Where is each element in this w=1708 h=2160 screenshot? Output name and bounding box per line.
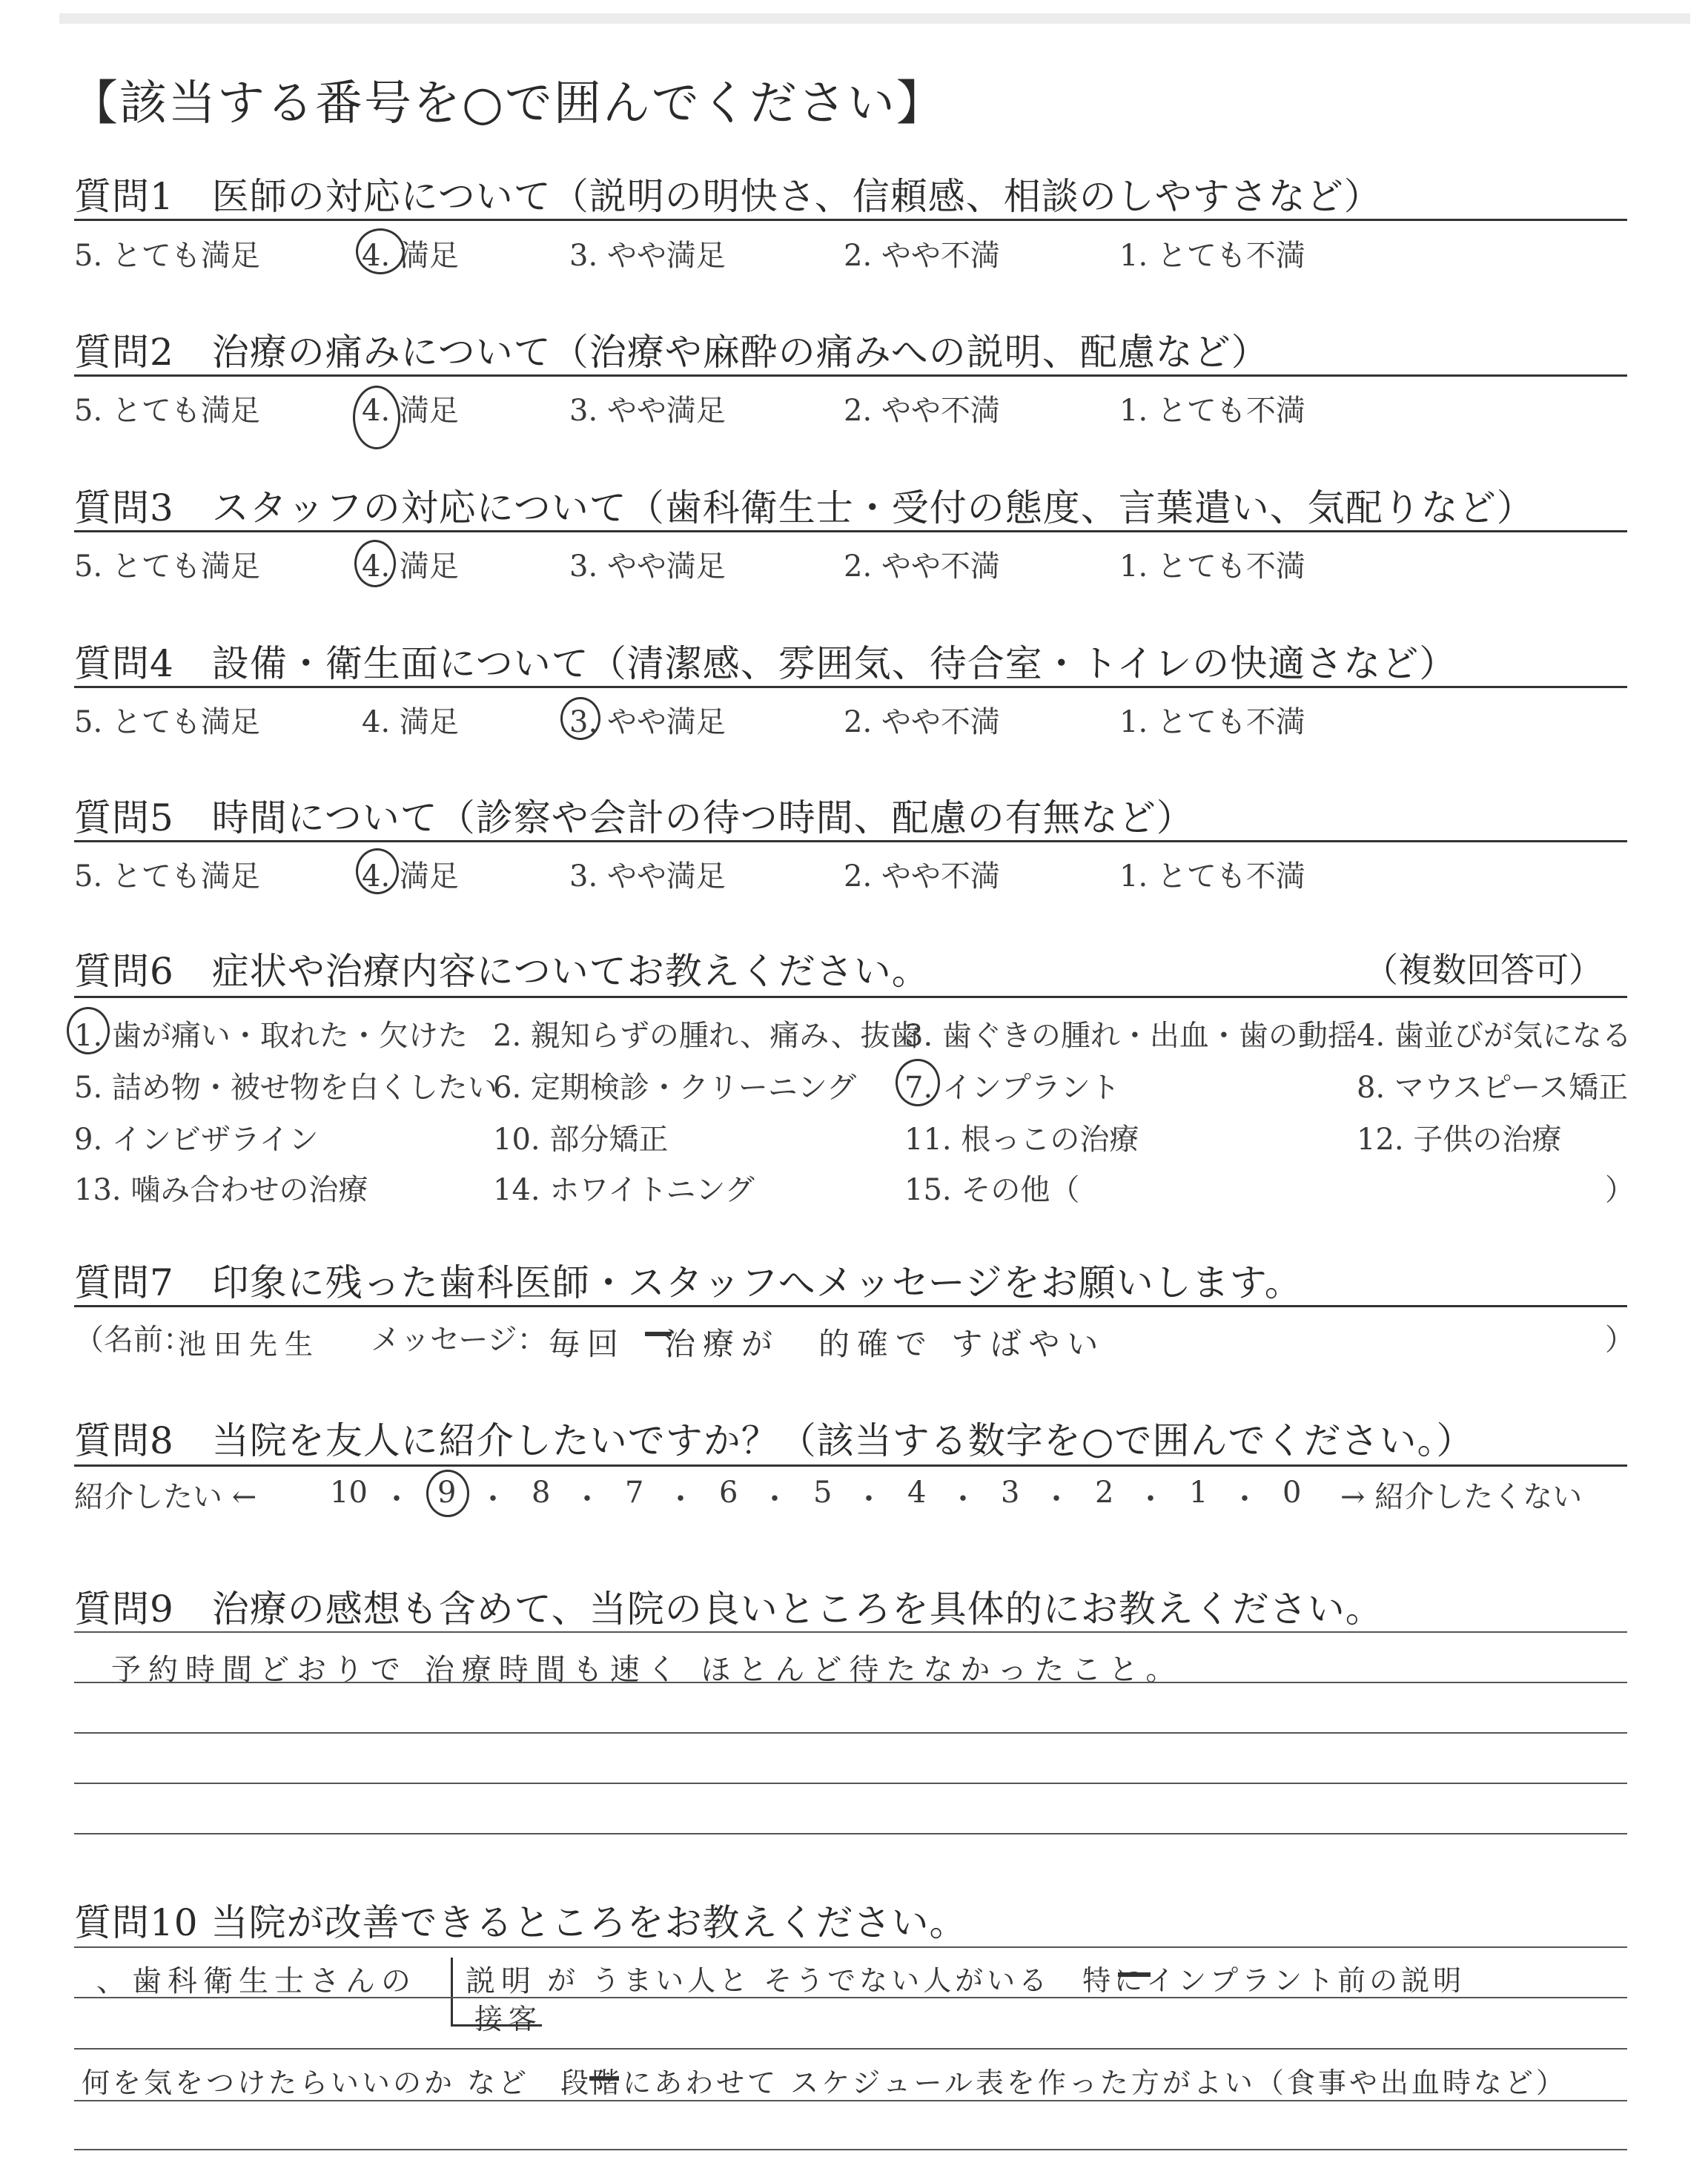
multiple-answers-note: （複数回答可）	[1364, 950, 1603, 990]
q10-answer-line1-suffix[interactable]: が うまい人と そうでない人がいる 特にインプラント前の説明	[547, 1964, 1466, 1997]
q6-option-2[interactable]: 2. 親知らずの腫れ、痛み、抜歯	[493, 1019, 920, 1053]
q1-selection-circle	[356, 228, 405, 274]
q6-option-9[interactable]: 9. インビザライン	[74, 1123, 319, 1157]
q8-left-label: 紹介したい ←	[74, 1480, 257, 1514]
q1-option-3[interactable]: 3. やや満足	[569, 239, 726, 273]
q6-option-14[interactable]: 14. ホワイトニング	[493, 1173, 755, 1207]
q6-selection-circle-7	[896, 1059, 940, 1106]
q4-option-2[interactable]: 2. やや不満	[844, 705, 1000, 739]
q8-score-8[interactable]: 8	[532, 1476, 551, 1510]
q8-right-label: → 紹介したくない	[1340, 1480, 1583, 1514]
q4-option-3[interactable]: 3. やや満足	[569, 705, 726, 739]
q10-strike-mark-2	[589, 2076, 619, 2081]
q8-score-9[interactable]: 9	[437, 1476, 457, 1510]
q4-option-5[interactable]: 5. とても満足	[74, 705, 260, 739]
question-4-title: 質問4 設備・衛生面について（清潔感、雰囲気、待合室・トイレの快適さなど）	[74, 642, 1457, 685]
q8-separator: ・	[760, 1482, 790, 1516]
q10-answer-line	[74, 1997, 1627, 1998]
q10-answer-line1-prefix[interactable]: 、歯科衛生士さんの	[96, 1964, 417, 1998]
question-9-title: 質問9 治療の感想も含めて、当院の良いところを具体的にお教えください。	[74, 1588, 1383, 1631]
question-1-rule	[74, 219, 1627, 221]
q8-separator: ・	[572, 1482, 602, 1516]
scan-top-band	[59, 13, 1690, 24]
q2-option-1[interactable]: 1. とても不満	[1119, 394, 1305, 428]
q4-selection-circle	[560, 697, 600, 740]
q2-selection-circle	[353, 386, 400, 449]
q7-name-label: （名前：	[74, 1323, 193, 1357]
q9-answer-line	[74, 1732, 1627, 1734]
q1-option-5[interactable]: 5. とても満足	[74, 239, 260, 273]
q10-strike-mark	[1118, 1972, 1151, 1977]
q2-option-2[interactable]: 2. やや不満	[844, 394, 1000, 428]
question-8-title: 質問8 当院を友人に紹介したいですか？（該当する数字を○で囲んでください。）	[74, 1419, 1474, 1462]
q6-option-11[interactable]: 11. 根っこの治療	[904, 1123, 1139, 1157]
q6-option-13[interactable]: 13. 噛み合わせの治療	[74, 1173, 368, 1207]
q3-option-4[interactable]: 4. 満足	[362, 549, 459, 584]
q10-answer-word-explanation[interactable]: 説明	[466, 1964, 537, 1998]
q8-score-10[interactable]: 10	[330, 1476, 368, 1510]
q5-option-4[interactable]: 4. 満足	[362, 859, 459, 894]
q10-answer-line	[74, 2048, 1627, 2050]
question-7-rule	[74, 1305, 1627, 1307]
q3-option-2[interactable]: 2. やや不満	[844, 549, 1000, 584]
q9-answer-line	[74, 1682, 1627, 1683]
q8-score-1[interactable]: 1	[1189, 1476, 1208, 1510]
q6-option-7[interactable]: 7. インプラント	[904, 1071, 1120, 1105]
q8-separator: ・	[478, 1482, 508, 1516]
q3-option-1[interactable]: 1. とても不満	[1119, 549, 1305, 584]
q8-score-2[interactable]: 2	[1095, 1476, 1114, 1510]
question-10-title: 質問10 当院が改善できるところをお教えください。	[74, 1901, 967, 1944]
q8-separator: ・	[1230, 1482, 1260, 1516]
question-2-title: 質問2 治療の痛みについて（治療や麻酔の痛みへの説明、配慮など）	[74, 331, 1269, 374]
q10-answer-word-service[interactable]: 接客	[474, 2003, 543, 2035]
q2-option-4[interactable]: 4. 満足	[362, 394, 459, 428]
q8-separator: ・	[948, 1482, 978, 1516]
q3-option-3[interactable]: 3. やや満足	[569, 549, 726, 584]
q10-answer-line	[74, 1946, 1627, 1948]
q8-score-3[interactable]: 3	[1001, 1476, 1020, 1510]
q5-option-3[interactable]: 3. やや満足	[569, 859, 726, 894]
q9-answer-handwritten[interactable]: 予約時間どおりで 治療時間も速く ほとんど待たなかったこと。	[111, 1653, 1183, 1687]
q5-option-1[interactable]: 1. とても不満	[1119, 859, 1305, 894]
q10-answer-line	[74, 2149, 1627, 2150]
q7-strike-mark	[645, 1332, 672, 1336]
question-6-rule	[74, 996, 1627, 998]
q5-option-5[interactable]: 5. とても満足	[74, 859, 260, 894]
question-4-rule	[74, 686, 1627, 688]
q6-option-6[interactable]: 6. 定期検診・クリーニング	[493, 1071, 857, 1105]
q8-score-0[interactable]: 0	[1282, 1476, 1302, 1510]
q9-answer-line	[74, 1631, 1627, 1633]
q10-answer-line2[interactable]: 何を気をつけたらいいのか など 段階にあわせて スケジュール表を作った方がよい（食事や出血時など）	[82, 2067, 1567, 2099]
q6-option-5[interactable]: 5. 詰め物・被せ物を白くしたい	[74, 1071, 497, 1105]
question-2-rule	[74, 374, 1627, 377]
question-5-title: 質問5 時間について（診察や会計の待つ時間、配慮の有無など）	[74, 796, 1194, 839]
question-1-title: 質問1 医師の対応について（説明の明快さ、信頼感、相談のしやすさなど）	[74, 175, 1382, 218]
q6-option-10[interactable]: 10. 部分矯正	[493, 1123, 669, 1157]
q7-name-handwritten[interactable]: 池田先生	[178, 1328, 321, 1361]
question-6-title: 質問6 症状や治療内容についてお教えください。	[74, 950, 930, 993]
form-heading: 【該当する番号を○で囲んでください】	[70, 76, 945, 131]
q8-selection-circle	[426, 1470, 469, 1517]
q3-selection-circle	[354, 540, 396, 587]
q4-option-4[interactable]: 4. 満足	[362, 705, 459, 739]
question-7-title: 質問7 印象に残った歯科医師・スタッフへメッセージをお願いします。	[74, 1261, 1302, 1304]
q1-option-2[interactable]: 2. やや不満	[844, 239, 1000, 273]
q2-option-5[interactable]: 5. とても満足	[74, 394, 260, 428]
q8-separator: ・	[854, 1482, 884, 1516]
q4-option-1[interactable]: 1. とても不満	[1119, 705, 1305, 739]
q9-answer-line	[74, 1783, 1627, 1784]
q1-option-4[interactable]: 4. 満足	[362, 239, 459, 273]
q5-selection-circle	[356, 848, 399, 894]
q6-option-4[interactable]: 4. 歯並びが気になる	[1357, 1019, 1632, 1053]
q8-separator: ・	[382, 1482, 411, 1516]
q3-option-5[interactable]: 5. とても満足	[74, 549, 260, 584]
q6-option-12[interactable]: 12. 子供の治療	[1357, 1123, 1562, 1157]
q10-answer-line	[74, 2100, 1627, 2101]
q8-separator: ・	[1042, 1482, 1071, 1516]
q5-option-2[interactable]: 2. やや不満	[844, 859, 1000, 894]
q8-score-6[interactable]: 6	[719, 1476, 738, 1510]
question-5-rule	[74, 840, 1627, 842]
q7-message-label: メッセージ：	[371, 1323, 547, 1357]
q2-option-3[interactable]: 3. やや満足	[569, 394, 726, 428]
q8-score-7[interactable]: 7	[625, 1476, 644, 1510]
q6-selection-circle-1	[67, 1007, 110, 1054]
q6-option-8[interactable]: 8. マウスピース矯正	[1357, 1071, 1629, 1105]
q8-score-5[interactable]: 5	[813, 1476, 833, 1510]
q8-score-4[interactable]: 4	[907, 1476, 927, 1510]
q6-option-15[interactable]: 15. その他（	[904, 1173, 1080, 1207]
q6-other-close-paren: ）	[1605, 1173, 1635, 1207]
question-3-rule	[74, 530, 1627, 532]
q6-option-3[interactable]: 3. 歯ぐきの腫れ・出血・歯の動揺	[904, 1019, 1357, 1053]
q8-separator: ・	[1136, 1482, 1165, 1516]
question-3-title: 質問3 スタッフの対応について（歯科衛生士・受付の態度、言葉遣い、気配りなど）	[74, 486, 1535, 529]
q7-close-paren: ）	[1605, 1323, 1635, 1357]
q1-option-1[interactable]: 1. とても不満	[1119, 239, 1305, 273]
q7-message-handwritten[interactable]: 毎回 治療が 的確で すばやい	[549, 1326, 1106, 1362]
question-8-rule	[74, 1464, 1627, 1467]
q8-separator: ・	[666, 1482, 695, 1516]
q9-answer-line	[74, 1833, 1627, 1834]
q6-option-1[interactable]: 1. 歯が痛い・取れた・欠けた	[74, 1019, 468, 1053]
